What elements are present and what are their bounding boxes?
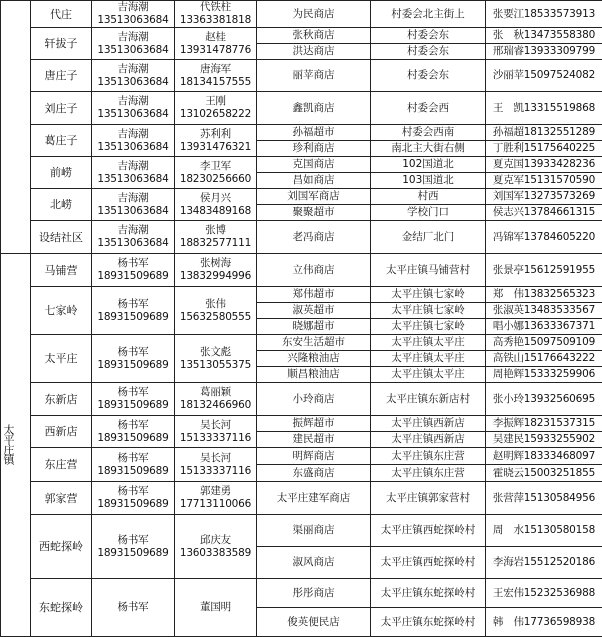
contact-name: 王刚: [176, 95, 255, 108]
table-row: [1, 189, 602, 205]
table-cell: 102国道北: [371, 157, 486, 173]
contact-cell: [175, 92, 257, 125]
table-cell: 老冯商店: [257, 221, 371, 254]
contact-name: 侯月兴: [176, 192, 255, 205]
contact-cell: [175, 515, 257, 579]
table-cell: 刘国军商店: [257, 189, 371, 205]
table-row: [1, 287, 602, 303]
table-cell: 孙福超18132551289: [486, 125, 602, 141]
contact-name: 杨书军: [93, 257, 173, 270]
contact-name: 吉海潮: [93, 1, 173, 14]
contact-phone: 18230256660: [176, 173, 255, 186]
contact-cell: [175, 1, 257, 28]
contact-phone: 13513063684: [93, 76, 173, 89]
contact-name: 赵桂: [176, 31, 255, 44]
table-cell: 太平庄镇东新店村: [371, 383, 486, 416]
contact-name: 杨书军: [93, 298, 173, 311]
table-cell: 太平庄镇东蛇探岭村: [371, 579, 486, 608]
contact-phone: 13931478776: [176, 44, 255, 57]
table-cell: 村委会北主街上: [371, 1, 486, 28]
contact-name: 张博: [176, 224, 255, 237]
table-cell: 太平庄镇太平庄: [371, 367, 486, 383]
table-row: [1, 515, 602, 547]
table-cell: 建民超市: [257, 432, 371, 448]
contact-name: 吉海潮: [93, 224, 173, 237]
contact-name: 杨书军: [93, 601, 173, 614]
contact-phone: 13102658222: [176, 108, 255, 121]
table-row: [1, 92, 602, 125]
table-cell: 村委会东: [371, 44, 486, 60]
contact-phone: 18931509689: [93, 359, 173, 372]
table-cell: 昌如商店: [257, 173, 371, 189]
contact-phone: 17713110066: [176, 498, 255, 511]
table-cell: 太平庄镇太平庄: [371, 351, 486, 367]
contact-cell: [92, 515, 175, 579]
table-cell: 太平庄镇西新店: [371, 432, 486, 448]
contact-name: 葛丽颖: [176, 386, 255, 399]
contact-phone: 18931509689: [93, 432, 173, 445]
contact-cell: [175, 254, 257, 287]
table-cell: 太平庄镇七家岭: [371, 319, 486, 335]
table-row: [1, 383, 602, 416]
table-cell: 太平庄镇马铺营村: [371, 254, 486, 287]
table-cell: 郑伟超市: [257, 287, 371, 303]
table-cell: 渠丽商店: [257, 515, 371, 547]
contact-name: 邱庆友: [176, 534, 255, 547]
table-cell: 张 秋13473558380: [486, 28, 602, 44]
table-cell: 张小玲13932560695: [486, 383, 602, 416]
table-cell: 韩 伟17736598938: [486, 608, 602, 637]
table-cell: 侯志兴13784661315: [486, 205, 602, 221]
table-cell: 太平庄镇东庄营: [371, 448, 486, 465]
contact-cell: [175, 125, 257, 157]
table-cell: 高铁山15176643222: [486, 351, 602, 367]
table-cell: 晓娜超市: [257, 319, 371, 335]
contact-phone: 18931509689: [93, 498, 173, 511]
contact-phone: 13363381818: [176, 14, 255, 27]
contact-cell: [175, 28, 257, 60]
table-cell: 东新店: [31, 383, 92, 416]
contact-cell: [92, 221, 175, 254]
contact-phone: 15632580555: [176, 311, 255, 324]
table-cell: 丽苹商店: [257, 60, 371, 92]
table-cell: 太平庄: [31, 335, 92, 383]
table-cell: 东蛇探岭: [31, 579, 92, 637]
contact-phone: 13483489168: [176, 205, 255, 218]
table-row: [1, 221, 602, 254]
table-cell: 聚聚超市: [257, 205, 371, 221]
table-row: [1, 60, 602, 92]
contact-phone: 18931509689: [93, 399, 173, 412]
table-row: [1, 335, 602, 351]
table-cell: 太平庄镇东蛇探岭村: [371, 608, 486, 637]
contact-cell: [92, 254, 175, 287]
table-cell: 北崂: [31, 189, 92, 221]
table-cell: 葛庄子: [31, 125, 92, 157]
table-cell: 七家岭: [31, 287, 92, 335]
contact-cell: [92, 1, 175, 28]
table-row: [1, 1, 602, 28]
table-cell: 立伟商店: [257, 254, 371, 287]
table-cell: 李海岩15512520186: [486, 547, 602, 579]
table-cell: 振辉超市: [257, 416, 371, 432]
table-row: [1, 579, 602, 608]
contact-name: 唐海军: [176, 63, 255, 76]
contact-phone: 18931509689: [93, 311, 173, 324]
table-cell: 东庄营: [31, 448, 92, 482]
contact-name: 张树海: [176, 257, 255, 270]
contact-cell: [92, 335, 175, 383]
table-row: [1, 28, 602, 44]
table-cell: 村委会西南: [371, 125, 486, 141]
table-cell: 淑英超市: [257, 303, 371, 319]
table-cell: 李振辉18231537315: [486, 416, 602, 432]
table-cell: 西蛇探岭: [31, 515, 92, 579]
table-cell: 学校门口: [371, 205, 486, 221]
table-cell: 东安生活超市: [257, 335, 371, 351]
table-cell: 张景亭15612591955: [486, 254, 602, 287]
table-cell: 孙福超市: [257, 125, 371, 141]
table-cell: 太平庄镇东庄营: [371, 465, 486, 482]
contact-cell: [92, 287, 175, 335]
contact-cell: [92, 482, 175, 515]
contact-phone: 18832577111: [176, 237, 255, 250]
contact-name: 郭建勇: [176, 485, 255, 498]
contact-cell: [175, 448, 257, 482]
contact-cell: [175, 579, 257, 637]
table-cell: 太平庄镇西新店: [371, 416, 486, 432]
table-cell: 王宏伟15232536988: [486, 579, 602, 608]
table-cell: 鑫凯商店: [257, 92, 371, 125]
table-cell: 村委会东: [371, 60, 486, 92]
contact-phone: 18134157555: [176, 76, 255, 89]
contact-name: 杨书军: [93, 386, 173, 399]
table-cell: 邢瑞睿13933309799: [486, 44, 602, 60]
contact-phone: 18931509689: [93, 547, 173, 560]
table-cell: 太平庄镇太平庄: [371, 335, 486, 351]
table-cell: 淑风商店: [257, 547, 371, 579]
contact-cell: [92, 92, 175, 125]
contact-cell: [92, 125, 175, 157]
contact-cell: [92, 157, 175, 189]
table-cell: 设结社区: [31, 221, 92, 254]
table-cell: 丁胜利15175640225: [486, 141, 602, 157]
table-cell: 周艳辉15333259906: [486, 367, 602, 383]
table-cell: 夏克国13933428236: [486, 157, 602, 173]
table-cell: 彤彤商店: [257, 579, 371, 608]
table-cell: 高秀艳15097509109: [486, 335, 602, 351]
table-cell: 周 水15130580158: [486, 515, 602, 547]
table-cell: 西新店: [31, 416, 92, 448]
table-cell: 洪达商店: [257, 44, 371, 60]
contact-cell: [175, 383, 257, 416]
table-cell: 太平庄镇西蛇探岭村: [371, 515, 486, 547]
contact-phone: 13513055375: [176, 359, 255, 372]
contact-cell: [92, 416, 175, 448]
table-cell: 为民商店: [257, 1, 371, 28]
contact-cell: [175, 221, 257, 254]
contact-name: 代铁柱: [176, 1, 255, 14]
table-cell: 赵明辉18333468097: [486, 448, 602, 465]
contact-cell: [175, 335, 257, 383]
contact-cell: [92, 579, 175, 637]
contact-name: 吴长河: [176, 419, 255, 432]
table-cell: 代庄: [31, 1, 92, 28]
contact-name: 吉海潮: [93, 192, 173, 205]
table-cell: 村委会西: [371, 92, 486, 125]
table-body: [1, 1, 602, 637]
table-cell: 马铺营: [31, 254, 92, 287]
table-cell: 克国商店: [257, 157, 371, 173]
table-cell: 103国道北: [371, 173, 486, 189]
contact-name: 吉海潮: [93, 95, 173, 108]
contact-name: 吴长河: [176, 452, 255, 465]
table-cell: 太平庄镇七家岭: [371, 287, 486, 303]
contact-phone: 13513063684: [93, 173, 173, 186]
contact-name: 杨书军: [93, 346, 173, 359]
table-cell: 张淑英13483533567: [486, 303, 602, 319]
contact-name: 吉海潮: [93, 160, 173, 173]
contact-name: 苏利利: [176, 128, 255, 141]
table-cell: 唐庄子: [31, 60, 92, 92]
table-cell: 小玲商店: [257, 383, 371, 416]
table-cell: 俊英便民店: [257, 608, 371, 637]
contact-name: 吉海潮: [93, 31, 173, 44]
table-cell: 夏克军15131570590: [486, 173, 602, 189]
contact-phone: 13513063684: [93, 44, 173, 57]
contact-phone: 13603383589: [176, 547, 255, 560]
contact-phone: 13513063684: [93, 108, 173, 121]
table-cell: 张秋商店: [257, 28, 371, 44]
contact-phone: 15133337116: [176, 432, 255, 445]
contact-name: 吉海潮: [93, 63, 173, 76]
contact-phone: 13513063684: [93, 14, 173, 27]
table-cell: 太平庄建军商店: [257, 482, 371, 515]
contact-cell: [175, 287, 257, 335]
table-cell: 太平庄镇: [1, 254, 31, 637]
table-cell: 珍利商店: [257, 141, 371, 157]
contact-name: 李卫军: [176, 160, 255, 173]
contact-phone: 13513063684: [93, 205, 173, 218]
table-row: [1, 482, 602, 515]
table-cell: 刘国军13273573269: [486, 189, 602, 205]
contact-cell: [175, 157, 257, 189]
contact-name: 杨书军: [93, 452, 173, 465]
contact-phone: 13832994996: [176, 270, 255, 283]
contact-cell: [175, 482, 257, 515]
table-row: [1, 416, 602, 432]
table-cell: 村西: [371, 189, 486, 205]
table-cell: 刘庄子: [31, 92, 92, 125]
contact-name: 吉海潮: [93, 128, 173, 141]
table-cell: 郑 伟13832565323: [486, 287, 602, 303]
contact-phone: 18931509689: [93, 270, 173, 283]
table-row: [1, 125, 602, 141]
table-cell: 太平庄镇西蛇探岭村: [371, 547, 486, 579]
table-cell: [1, 1, 31, 254]
contact-cell: [175, 60, 257, 92]
table-cell: 南北主大街右侧: [371, 141, 486, 157]
table-cell: 太平庄镇郭家营村: [371, 482, 486, 515]
table-cell: 顺昌粮油店: [257, 367, 371, 383]
contact-phone: 13513063684: [93, 141, 173, 154]
table-cell: 郭家营: [31, 482, 92, 515]
table-cell: 东盛商店: [257, 465, 371, 482]
table-cell: 唱小娜13633367371: [486, 319, 602, 335]
table-cell: 金结厂北门: [371, 221, 486, 254]
table-cell: 王 凯13315519868: [486, 92, 602, 125]
contact-name: 杨书军: [93, 419, 173, 432]
contact-name: 张伟: [176, 298, 255, 311]
table-row: [1, 254, 602, 287]
table-cell: 冯锦军13784605220: [486, 221, 602, 254]
contact-name: 张文彪: [176, 346, 255, 359]
contact-phone: 13931476321: [176, 141, 255, 154]
contact-cell: [175, 189, 257, 221]
table-cell: 霍晓云15003251855: [486, 465, 602, 482]
contact-cell: [175, 416, 257, 448]
contact-cell: [92, 189, 175, 221]
table-cell: 张营萍15130584956: [486, 482, 602, 515]
contact-cell: [92, 60, 175, 92]
table-cell: 前崂: [31, 157, 92, 189]
contact-name: 杨书军: [93, 485, 173, 498]
contact-cell: [92, 28, 175, 60]
contact-cell: [92, 383, 175, 416]
table-row: [1, 157, 602, 173]
contact-phone: 18132466960: [176, 399, 255, 412]
table-cell: 明辉商店: [257, 448, 371, 465]
table-cell: 轩拔子: [31, 28, 92, 60]
table-cell: 沙丽苹15097524082: [486, 60, 602, 92]
table-cell: 吴建民15933255902: [486, 432, 602, 448]
contact-phone: 15133337116: [176, 465, 255, 478]
contact-name: 杨书军: [93, 534, 173, 547]
table-row: [1, 448, 602, 465]
table-cell: 太平庄镇七家岭: [371, 303, 486, 319]
contact-phone: 18931509689: [93, 465, 173, 478]
contact-name: 董国明: [176, 601, 255, 614]
table-cell: 张要江18533573913: [486, 1, 602, 28]
table-cell: 兴隆粮油店: [257, 351, 371, 367]
contact-cell: [92, 448, 175, 482]
contact-phone: 13513063684: [93, 237, 173, 250]
table-cell: 村委会东: [371, 28, 486, 44]
